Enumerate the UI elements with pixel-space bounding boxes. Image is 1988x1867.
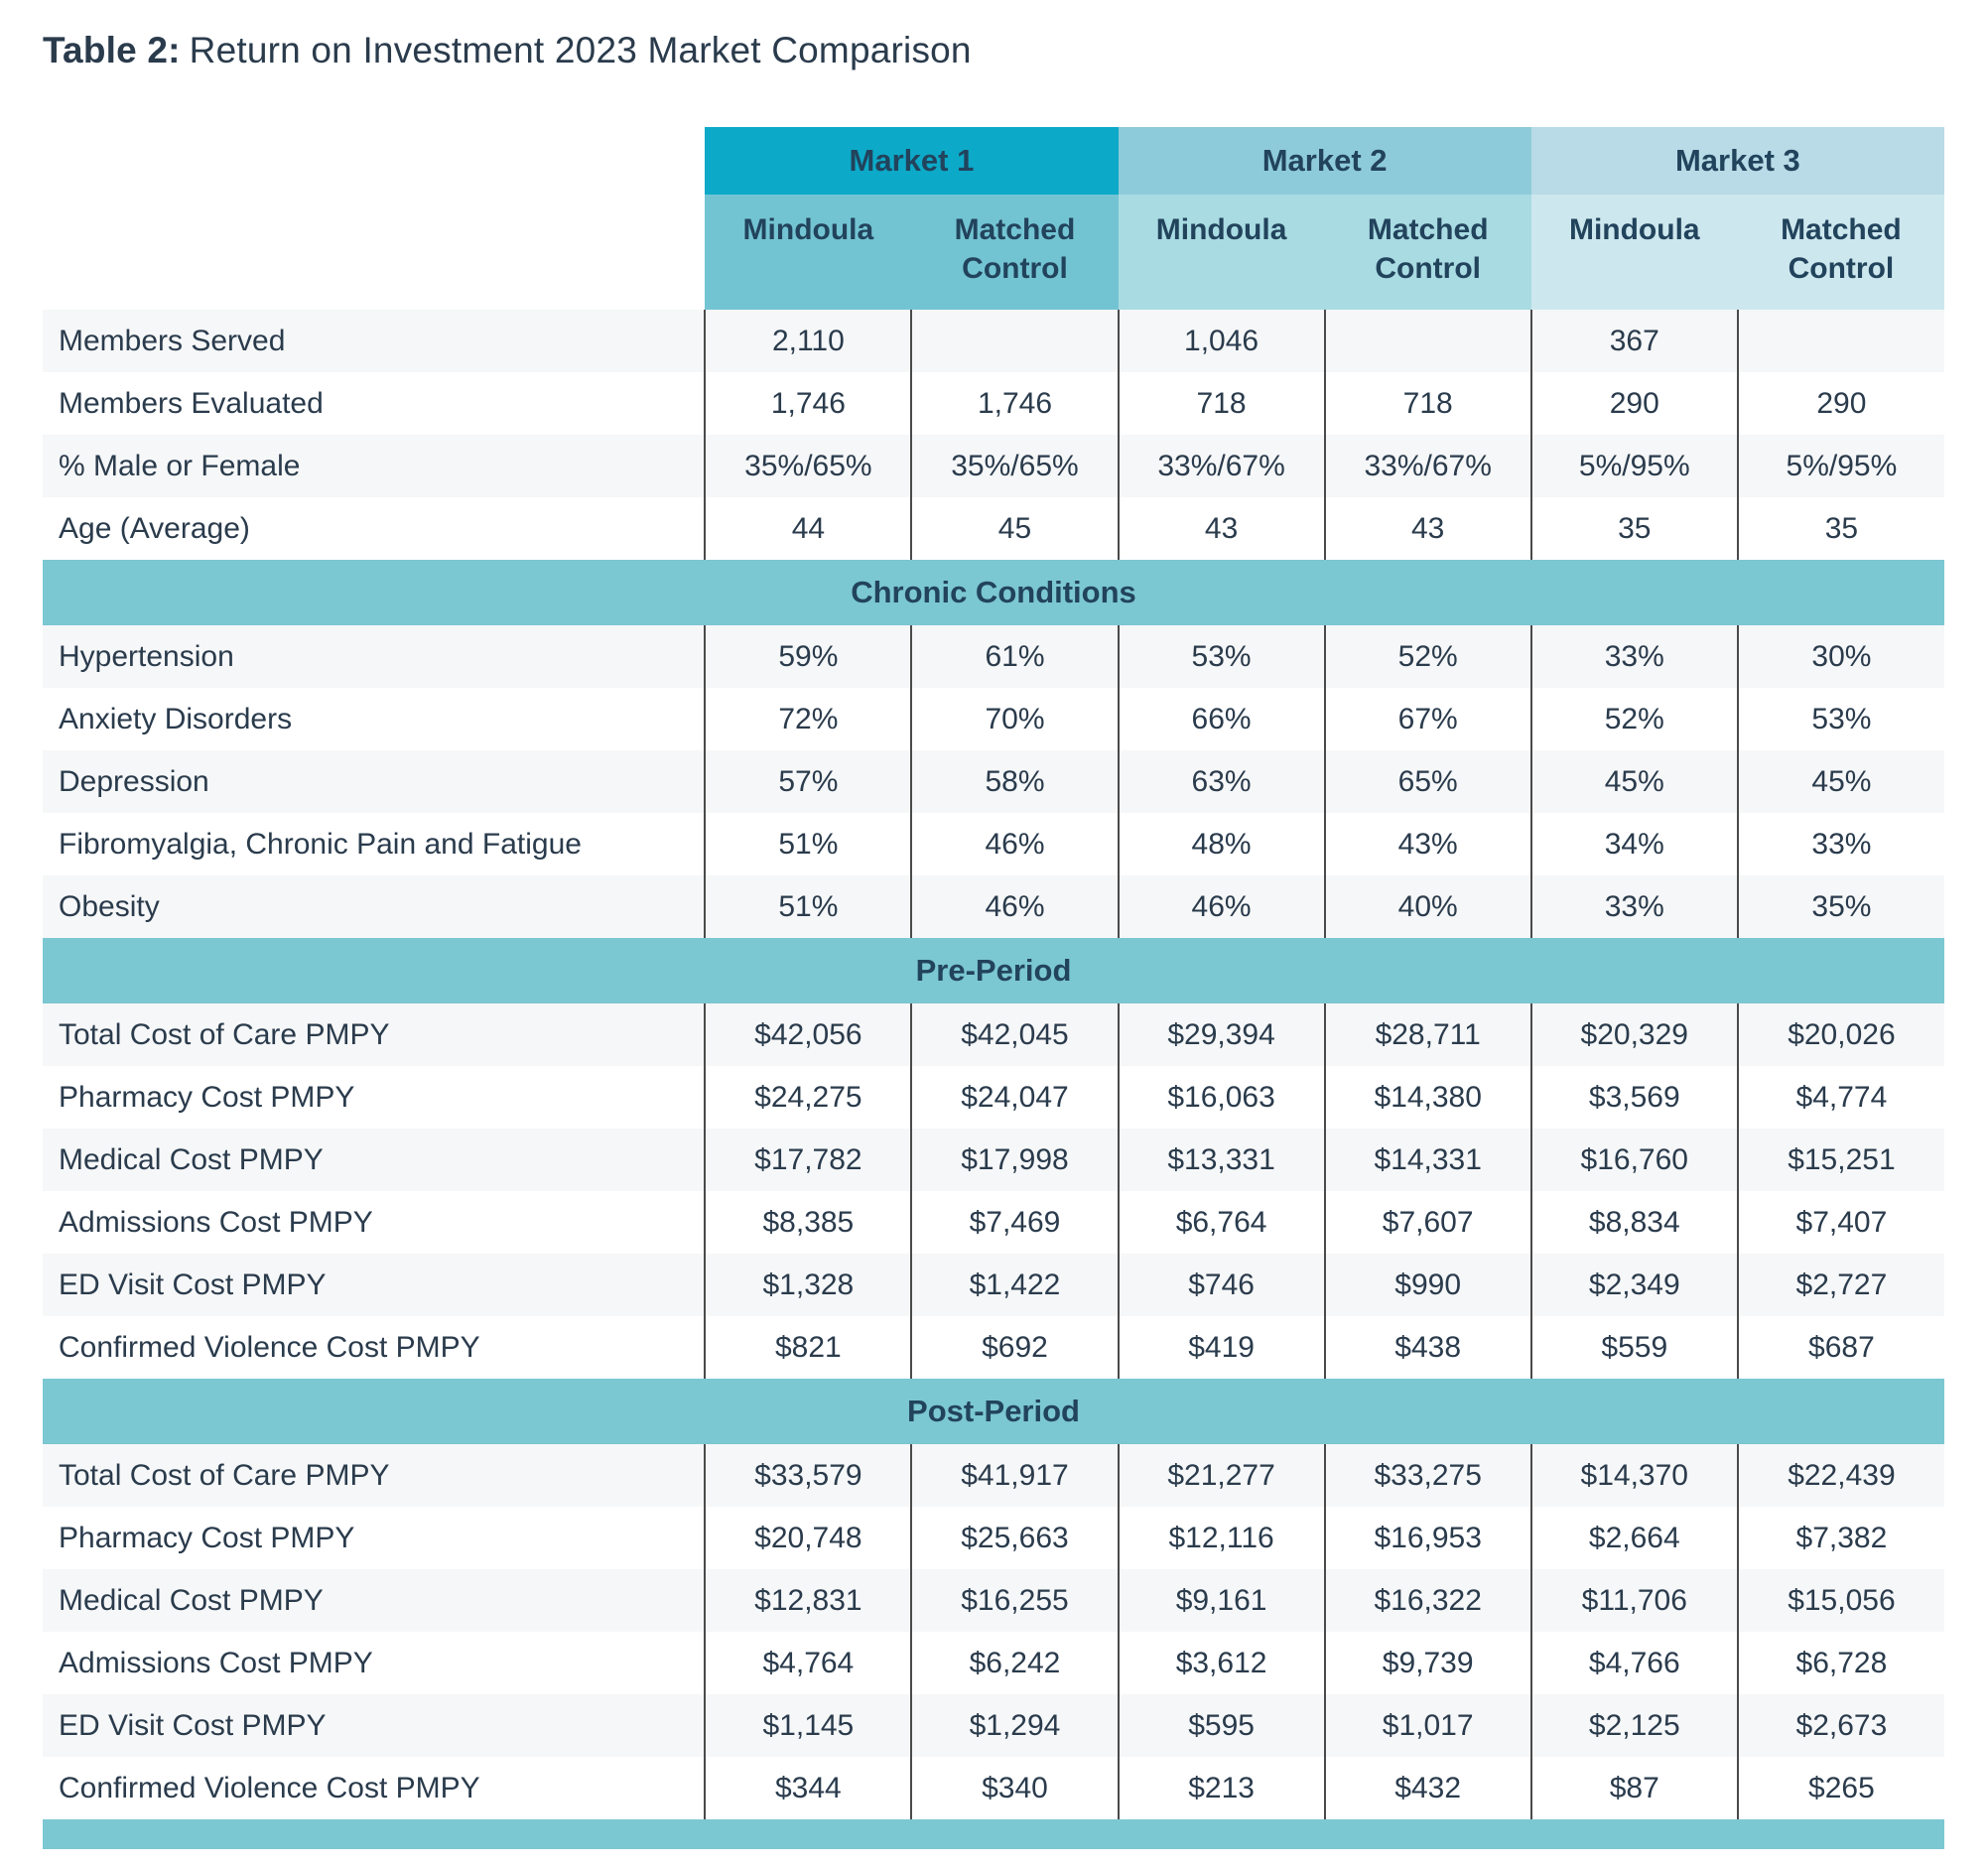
cell-value: 45% [1738, 750, 1944, 813]
row-label: Admissions Cost PMPY [43, 1191, 705, 1254]
row-label: Members Served [43, 310, 705, 372]
cell-value: $41,917 [911, 1444, 1118, 1507]
market-1-mindoula-header: Mindoula [705, 195, 911, 310]
cell-value: 718 [1325, 372, 1531, 435]
cell-value: $20,329 [1531, 1003, 1738, 1066]
cell-value: $24,275 [705, 1066, 911, 1129]
cell-value: $4,774 [1738, 1066, 1944, 1129]
cell-value: 33% [1531, 625, 1738, 688]
table-row [43, 750, 1944, 813]
corner-spacer [43, 195, 705, 310]
cell-value: 1,746 [705, 372, 911, 435]
cell-value: 65% [1325, 750, 1531, 813]
cell-value: 5%/95% [1738, 435, 1944, 497]
section-band-row [43, 560, 1944, 625]
cell-value: 35% [1738, 875, 1944, 938]
cell-value: $33,579 [705, 1444, 911, 1507]
cell-value: $559 [1531, 1316, 1738, 1379]
cell-value: $6,242 [911, 1632, 1118, 1694]
cell-value: $2,673 [1738, 1694, 1944, 1757]
cell-value: $438 [1325, 1316, 1531, 1379]
row-label: Anxiety Disorders [43, 688, 705, 750]
table-footer-bar [43, 1819, 1944, 1849]
row-label: Medical Cost PMPY [43, 1569, 705, 1632]
table-row [43, 1507, 1944, 1569]
cell-value: 44 [705, 497, 911, 560]
cell-value: 718 [1119, 372, 1325, 435]
cell-value: 48% [1119, 813, 1325, 875]
cell-value: 35%/65% [911, 435, 1118, 497]
cell-value: $6,728 [1738, 1632, 1944, 1694]
cell-value: 33%/67% [1119, 435, 1325, 497]
cell-value: $16,322 [1325, 1569, 1531, 1632]
cell-value: $1,328 [705, 1254, 911, 1316]
cell-value: $29,394 [1119, 1003, 1325, 1066]
cell-value: $1,145 [705, 1694, 911, 1757]
row-label: Admissions Cost PMPY [43, 1632, 705, 1694]
cell-value: $595 [1119, 1694, 1325, 1757]
cell-value: 66% [1119, 688, 1325, 750]
market-3-header: Market 3 [1531, 127, 1944, 195]
cell-value: $21,277 [1119, 1444, 1325, 1507]
row-label: Pharmacy Cost PMPY [43, 1066, 705, 1129]
table-row [43, 625, 1944, 688]
cell-value: 43% [1325, 813, 1531, 875]
cell-value: $1,294 [911, 1694, 1118, 1757]
cell-value: $2,727 [1738, 1254, 1944, 1316]
table-row [43, 1632, 1944, 1694]
table-row [43, 1757, 1944, 1819]
cell-value: 53% [1738, 688, 1944, 750]
cell-value: 46% [1119, 875, 1325, 938]
cell-value: 367 [1531, 310, 1738, 372]
table-caption-text: Return on Investment 2023 Market Comparison [189, 30, 972, 70]
cell-value: $8,834 [1531, 1191, 1738, 1254]
cell-value: $11,706 [1531, 1569, 1738, 1632]
cell-value: $28,711 [1325, 1003, 1531, 1066]
cell-value: 35%/65% [705, 435, 911, 497]
cell-value: 1,046 [1119, 310, 1325, 372]
cell-value: $16,063 [1119, 1066, 1325, 1129]
table-row [43, 435, 1944, 497]
table-row [43, 1003, 1944, 1066]
corner-spacer [43, 127, 705, 195]
cell-value: $12,116 [1119, 1507, 1325, 1569]
cell-value: $821 [705, 1316, 911, 1379]
column-header-row [43, 195, 1944, 310]
table-row [43, 1129, 1944, 1191]
section-header-chronic-conditions: Chronic Conditions [43, 560, 1944, 625]
cell-value: $12,831 [705, 1569, 911, 1632]
table-row [43, 1444, 1944, 1507]
table-row [43, 1066, 1944, 1129]
cell-value: $692 [911, 1316, 1118, 1379]
row-label: Hypertension [43, 625, 705, 688]
cell-value: $4,764 [705, 1632, 911, 1694]
market-2-matched-control-header: Matched Control [1325, 195, 1531, 310]
cell-value: 33%/67% [1325, 435, 1531, 497]
cell-value: 290 [1531, 372, 1738, 435]
cell-value: $20,748 [705, 1507, 911, 1569]
roi-market-comparison-table [43, 127, 1944, 1849]
cell-value: 52% [1325, 625, 1531, 688]
row-label: Confirmed Violence Cost PMPY [43, 1316, 705, 1379]
market-3-mindoula-header: Mindoula [1531, 195, 1738, 310]
cell-value: 290 [1738, 372, 1944, 435]
row-label: Pharmacy Cost PMPY [43, 1507, 705, 1569]
cell-value: $746 [1119, 1254, 1325, 1316]
cell-value: 53% [1119, 625, 1325, 688]
cell-value: 5%/95% [1531, 435, 1738, 497]
cell-value: $2,125 [1531, 1694, 1738, 1757]
cell-value: $1,017 [1325, 1694, 1531, 1757]
cell-value: $3,569 [1531, 1066, 1738, 1129]
cell-value: $4,766 [1531, 1632, 1738, 1694]
cell-value: $42,056 [705, 1003, 911, 1066]
market-header-row [43, 127, 1944, 195]
cell-value: 70% [911, 688, 1118, 750]
market-2-mindoula-header: Mindoula [1119, 195, 1325, 310]
cell-value: 63% [1119, 750, 1325, 813]
cell-value: $7,407 [1738, 1191, 1944, 1254]
cell-value: 72% [705, 688, 911, 750]
row-label: % Male or Female [43, 435, 705, 497]
row-label: Obesity [43, 875, 705, 938]
row-label: ED Visit Cost PMPY [43, 1254, 705, 1316]
cell-value: 46% [911, 875, 1118, 938]
cell-value: $22,439 [1738, 1444, 1944, 1507]
cell-value: $213 [1119, 1757, 1325, 1819]
cell-value [1325, 310, 1531, 372]
cell-value: $432 [1325, 1757, 1531, 1819]
cell-value: 43 [1119, 497, 1325, 560]
market-2-header: Market 2 [1119, 127, 1531, 195]
row-label: Total Cost of Care PMPY [43, 1444, 705, 1507]
table-row [43, 688, 1944, 750]
cell-value: 57% [705, 750, 911, 813]
cell-value: $265 [1738, 1757, 1944, 1819]
cell-value: 35 [1738, 497, 1944, 560]
cell-value: $2,664 [1531, 1507, 1738, 1569]
row-label: Confirmed Violence Cost PMPY [43, 1757, 705, 1819]
table-row [43, 1191, 1944, 1254]
cell-value: $7,607 [1325, 1191, 1531, 1254]
cell-value: $9,739 [1325, 1632, 1531, 1694]
cell-value: 2,110 [705, 310, 911, 372]
cell-value [911, 310, 1118, 372]
row-label: Members Evaluated [43, 372, 705, 435]
cell-value: 45 [911, 497, 1118, 560]
cell-value: $344 [705, 1757, 911, 1819]
market-3-matched-control-header: Matched Control [1738, 195, 1944, 310]
row-label: Depression [43, 750, 705, 813]
row-label: Fibromyalgia, Chronic Pain and Fatigue [43, 813, 705, 875]
market-1-matched-control-header: Matched Control [911, 195, 1118, 310]
cell-value: $8,385 [705, 1191, 911, 1254]
cell-value: 1,746 [911, 372, 1118, 435]
cell-value: $16,255 [911, 1569, 1118, 1632]
cell-value [1738, 310, 1944, 372]
table-caption [43, 30, 1988, 71]
table-row [43, 813, 1944, 875]
cell-value: $14,370 [1531, 1444, 1738, 1507]
cell-value: $6,764 [1119, 1191, 1325, 1254]
section-header-pre-period: Pre-Period [43, 938, 1944, 1003]
cell-value: 30% [1738, 625, 1944, 688]
row-label: Total Cost of Care PMPY [43, 1003, 705, 1066]
cell-value: $87 [1531, 1757, 1738, 1819]
row-label: Medical Cost PMPY [43, 1129, 705, 1191]
cell-value: 33% [1738, 813, 1944, 875]
cell-value: 45% [1531, 750, 1738, 813]
table-footer-row [43, 1819, 1944, 1849]
table-row [43, 875, 1944, 938]
cell-value: 61% [911, 625, 1118, 688]
cell-value: 40% [1325, 875, 1531, 938]
cell-value: 59% [705, 625, 911, 688]
table-row [43, 1316, 1944, 1379]
table-row [43, 497, 1944, 560]
cell-value: $687 [1738, 1316, 1944, 1379]
table-row [43, 1694, 1944, 1757]
market-1-header: Market 1 [705, 127, 1118, 195]
cell-value: 51% [705, 875, 911, 938]
section-header-post-period: Post-Period [43, 1379, 1944, 1444]
section-band-row [43, 938, 1944, 1003]
cell-value: $16,953 [1325, 1507, 1531, 1569]
cell-value: $14,380 [1325, 1066, 1531, 1129]
cell-value: 52% [1531, 688, 1738, 750]
table-caption-number: Table 2: [43, 30, 181, 70]
cell-value: $42,045 [911, 1003, 1118, 1066]
cell-value: $2,349 [1531, 1254, 1738, 1316]
cell-value: $17,998 [911, 1129, 1118, 1191]
cell-value: $7,382 [1738, 1507, 1944, 1569]
cell-value: $1,422 [911, 1254, 1118, 1316]
cell-value: 35 [1531, 497, 1738, 560]
cell-value: $25,663 [911, 1507, 1118, 1569]
cell-value: 34% [1531, 813, 1738, 875]
cell-value: $17,782 [705, 1129, 911, 1191]
cell-value: $7,469 [911, 1191, 1118, 1254]
cell-value: $14,331 [1325, 1129, 1531, 1191]
cell-value: $15,056 [1738, 1569, 1944, 1632]
cell-value: 46% [911, 813, 1118, 875]
cell-value: $419 [1119, 1316, 1325, 1379]
cell-value: $24,047 [911, 1066, 1118, 1129]
cell-value: 67% [1325, 688, 1531, 750]
cell-value: 43 [1325, 497, 1531, 560]
cell-value: $9,161 [1119, 1569, 1325, 1632]
table-row [43, 1569, 1944, 1632]
table-row [43, 1254, 1944, 1316]
cell-value: $3,612 [1119, 1632, 1325, 1694]
table-row [43, 310, 1944, 372]
cell-value: $15,251 [1738, 1129, 1944, 1191]
cell-value: 51% [705, 813, 911, 875]
cell-value: 58% [911, 750, 1118, 813]
cell-value: $990 [1325, 1254, 1531, 1316]
table-row [43, 372, 1944, 435]
row-label: ED Visit Cost PMPY [43, 1694, 705, 1757]
cell-value: $13,331 [1119, 1129, 1325, 1191]
cell-value: $20,026 [1738, 1003, 1944, 1066]
cell-value: 33% [1531, 875, 1738, 938]
cell-value: $33,275 [1325, 1444, 1531, 1507]
row-label: Age (Average) [43, 497, 705, 560]
cell-value: $340 [911, 1757, 1118, 1819]
cell-value: $16,760 [1531, 1129, 1738, 1191]
section-band-row [43, 1379, 1944, 1444]
